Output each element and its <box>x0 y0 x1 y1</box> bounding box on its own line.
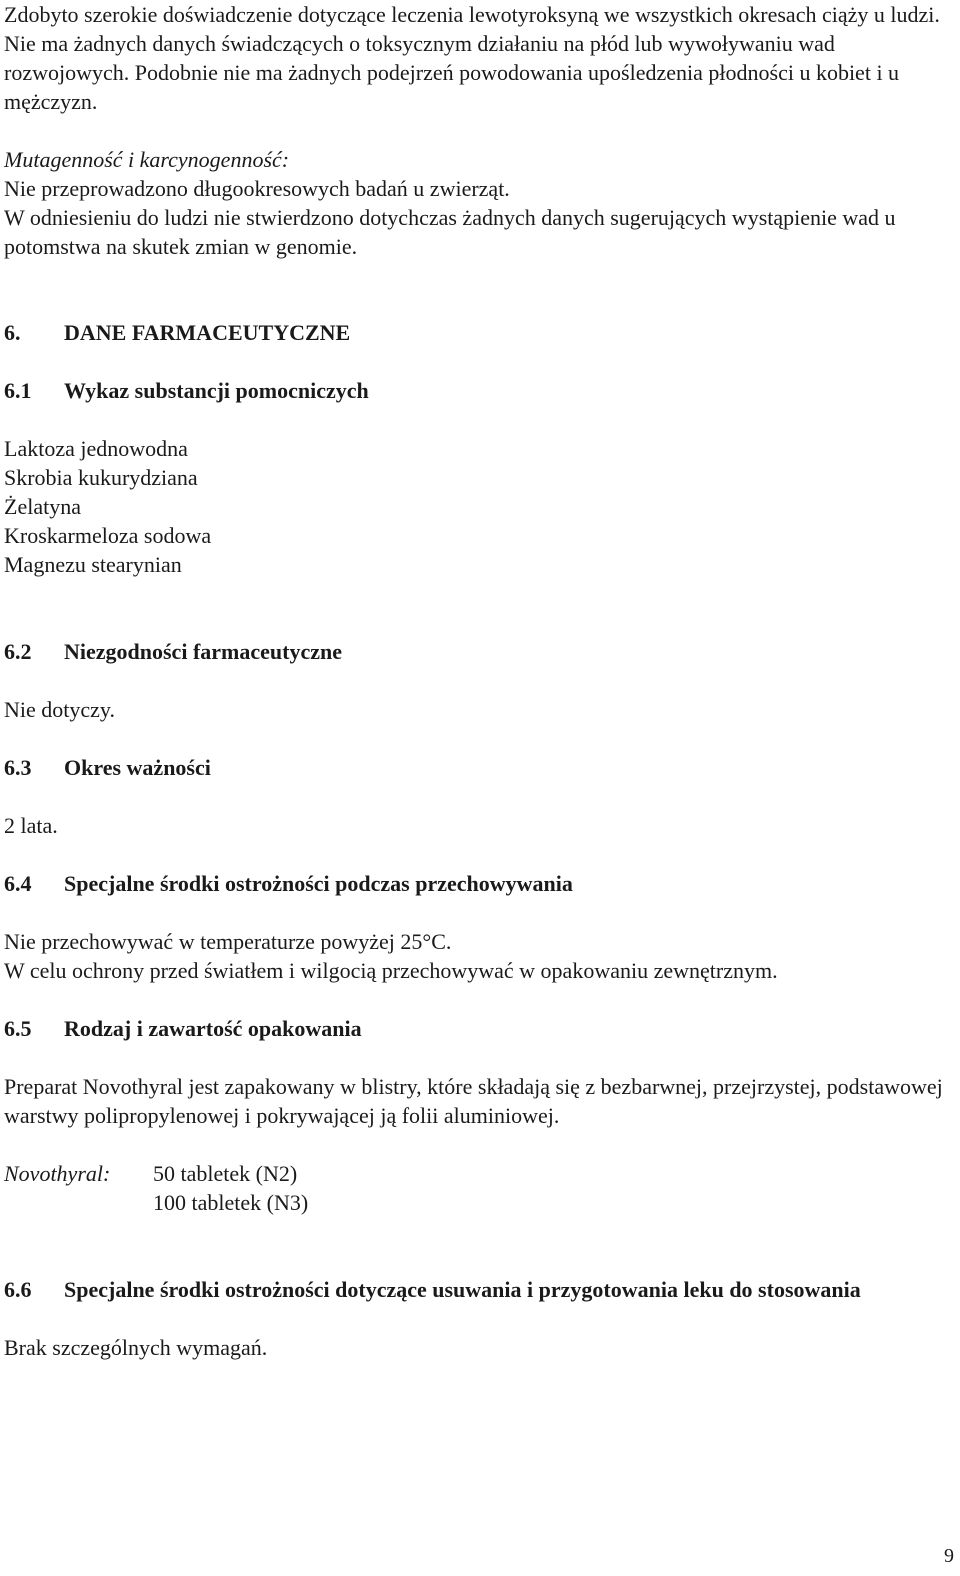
list-item: Skrobia kukurydziana <box>4 465 198 490</box>
section-number: 6. <box>4 320 21 345</box>
section-6-1-heading <box>4 376 949 405</box>
section-6-2-heading <box>4 637 949 666</box>
disposal-text: Brak szczególnych wymagań. <box>4 1335 268 1360</box>
list-item: Laktoza jednowodna <box>4 436 188 461</box>
pack-size-list <box>153 1159 308 1217</box>
pregnancy-experience-text: Zdobyto szerokie doświadczenie dotyczące leczenia lewotyroksyną we wszystkich okresach ciąży u ludzi. <box>4 2 940 27</box>
section-title: Okres ważności <box>64 755 211 780</box>
section-number: 6.3 <box>4 755 32 780</box>
shelf-life-text: 2 lata. <box>4 813 58 838</box>
storage-text-1: Nie przechowywać w temperaturze powyżej 25°C. <box>4 929 452 954</box>
section-number: 6.1 <box>4 378 32 403</box>
section-number: 6.4 <box>4 871 32 896</box>
packaging-text: Preparat Novothyral jest zapakowany w blistry, które składają się z bezbarwnej, przejrzystej, podstawowej warstwy polipropylenowej i pokrywającej ją folii aluminiowej. <box>4 1074 943 1128</box>
section-6-6-heading <box>4 1275 949 1304</box>
section-6-4-heading <box>4 869 949 898</box>
section-title: DANE FARMACEUTYCZNE <box>64 320 351 345</box>
section-6-heading <box>4 318 949 347</box>
page-number: 9 <box>944 1545 954 1567</box>
document-page <box>4 0 949 1362</box>
section-title: Specjalne środki ostrożności dotyczące usuwania i przygotowania leku do stosowania <box>64 1277 861 1302</box>
section-title: Wykaz substancji pomocniczych <box>64 378 369 403</box>
storage-text-2: W celu ochrony przed światłem i wilgocią przechowywać w opakowaniu zewnętrznym. <box>4 958 778 983</box>
fetal-toxicity-text: Nie ma żadnych danych świadczących o toksycznym działaniu na płód lub wywoływaniu wad rozwojowych. Podobnie nie ma żadnych podejrzeń powodowania upośledzenia płodności u kobiet i u mężczyzn. <box>4 31 900 114</box>
pack-sizes <box>4 1159 949 1217</box>
mutagenicity-heading: Mutagenność i karcynogenność: <box>4 147 290 172</box>
section-6-5-heading <box>4 1014 949 1043</box>
section-title: Specjalne środki ostrożności podczas przechowywania <box>64 871 573 896</box>
section-number: 6.5 <box>4 1016 32 1041</box>
mutagenicity-text-1: Nie przeprowadzono długookresowych badań u zwierząt. <box>4 176 510 201</box>
excipients-list <box>4 434 949 579</box>
pack-size-item: 50 tabletek (N2) <box>153 1161 298 1186</box>
section-number: 6.2 <box>4 639 32 664</box>
section-title: Niezgodności farmaceutyczne <box>64 639 342 664</box>
section-title: Rodzaj i zawartość opakowania <box>64 1016 362 1041</box>
list-item: Żelatyna <box>4 494 81 519</box>
mutagenicity-text-2: W odniesieniu do ludzi nie stwierdzono dotychczas żadnych danych sugerujących wystąpienie wad u potomstwa na skutek zmian w genomie. <box>4 205 896 259</box>
list-item: Kroskarmeloza sodowa <box>4 523 212 548</box>
pack-size-item: 100 tabletek (N3) <box>153 1190 309 1215</box>
section-6-3-heading <box>4 753 949 782</box>
section-number: 6.6 <box>4 1277 32 1302</box>
pack-label: Novothyral: <box>4 1161 111 1186</box>
list-item: Magnezu stearynian <box>4 552 182 577</box>
incompatibilities-text: Nie dotyczy. <box>4 697 115 722</box>
